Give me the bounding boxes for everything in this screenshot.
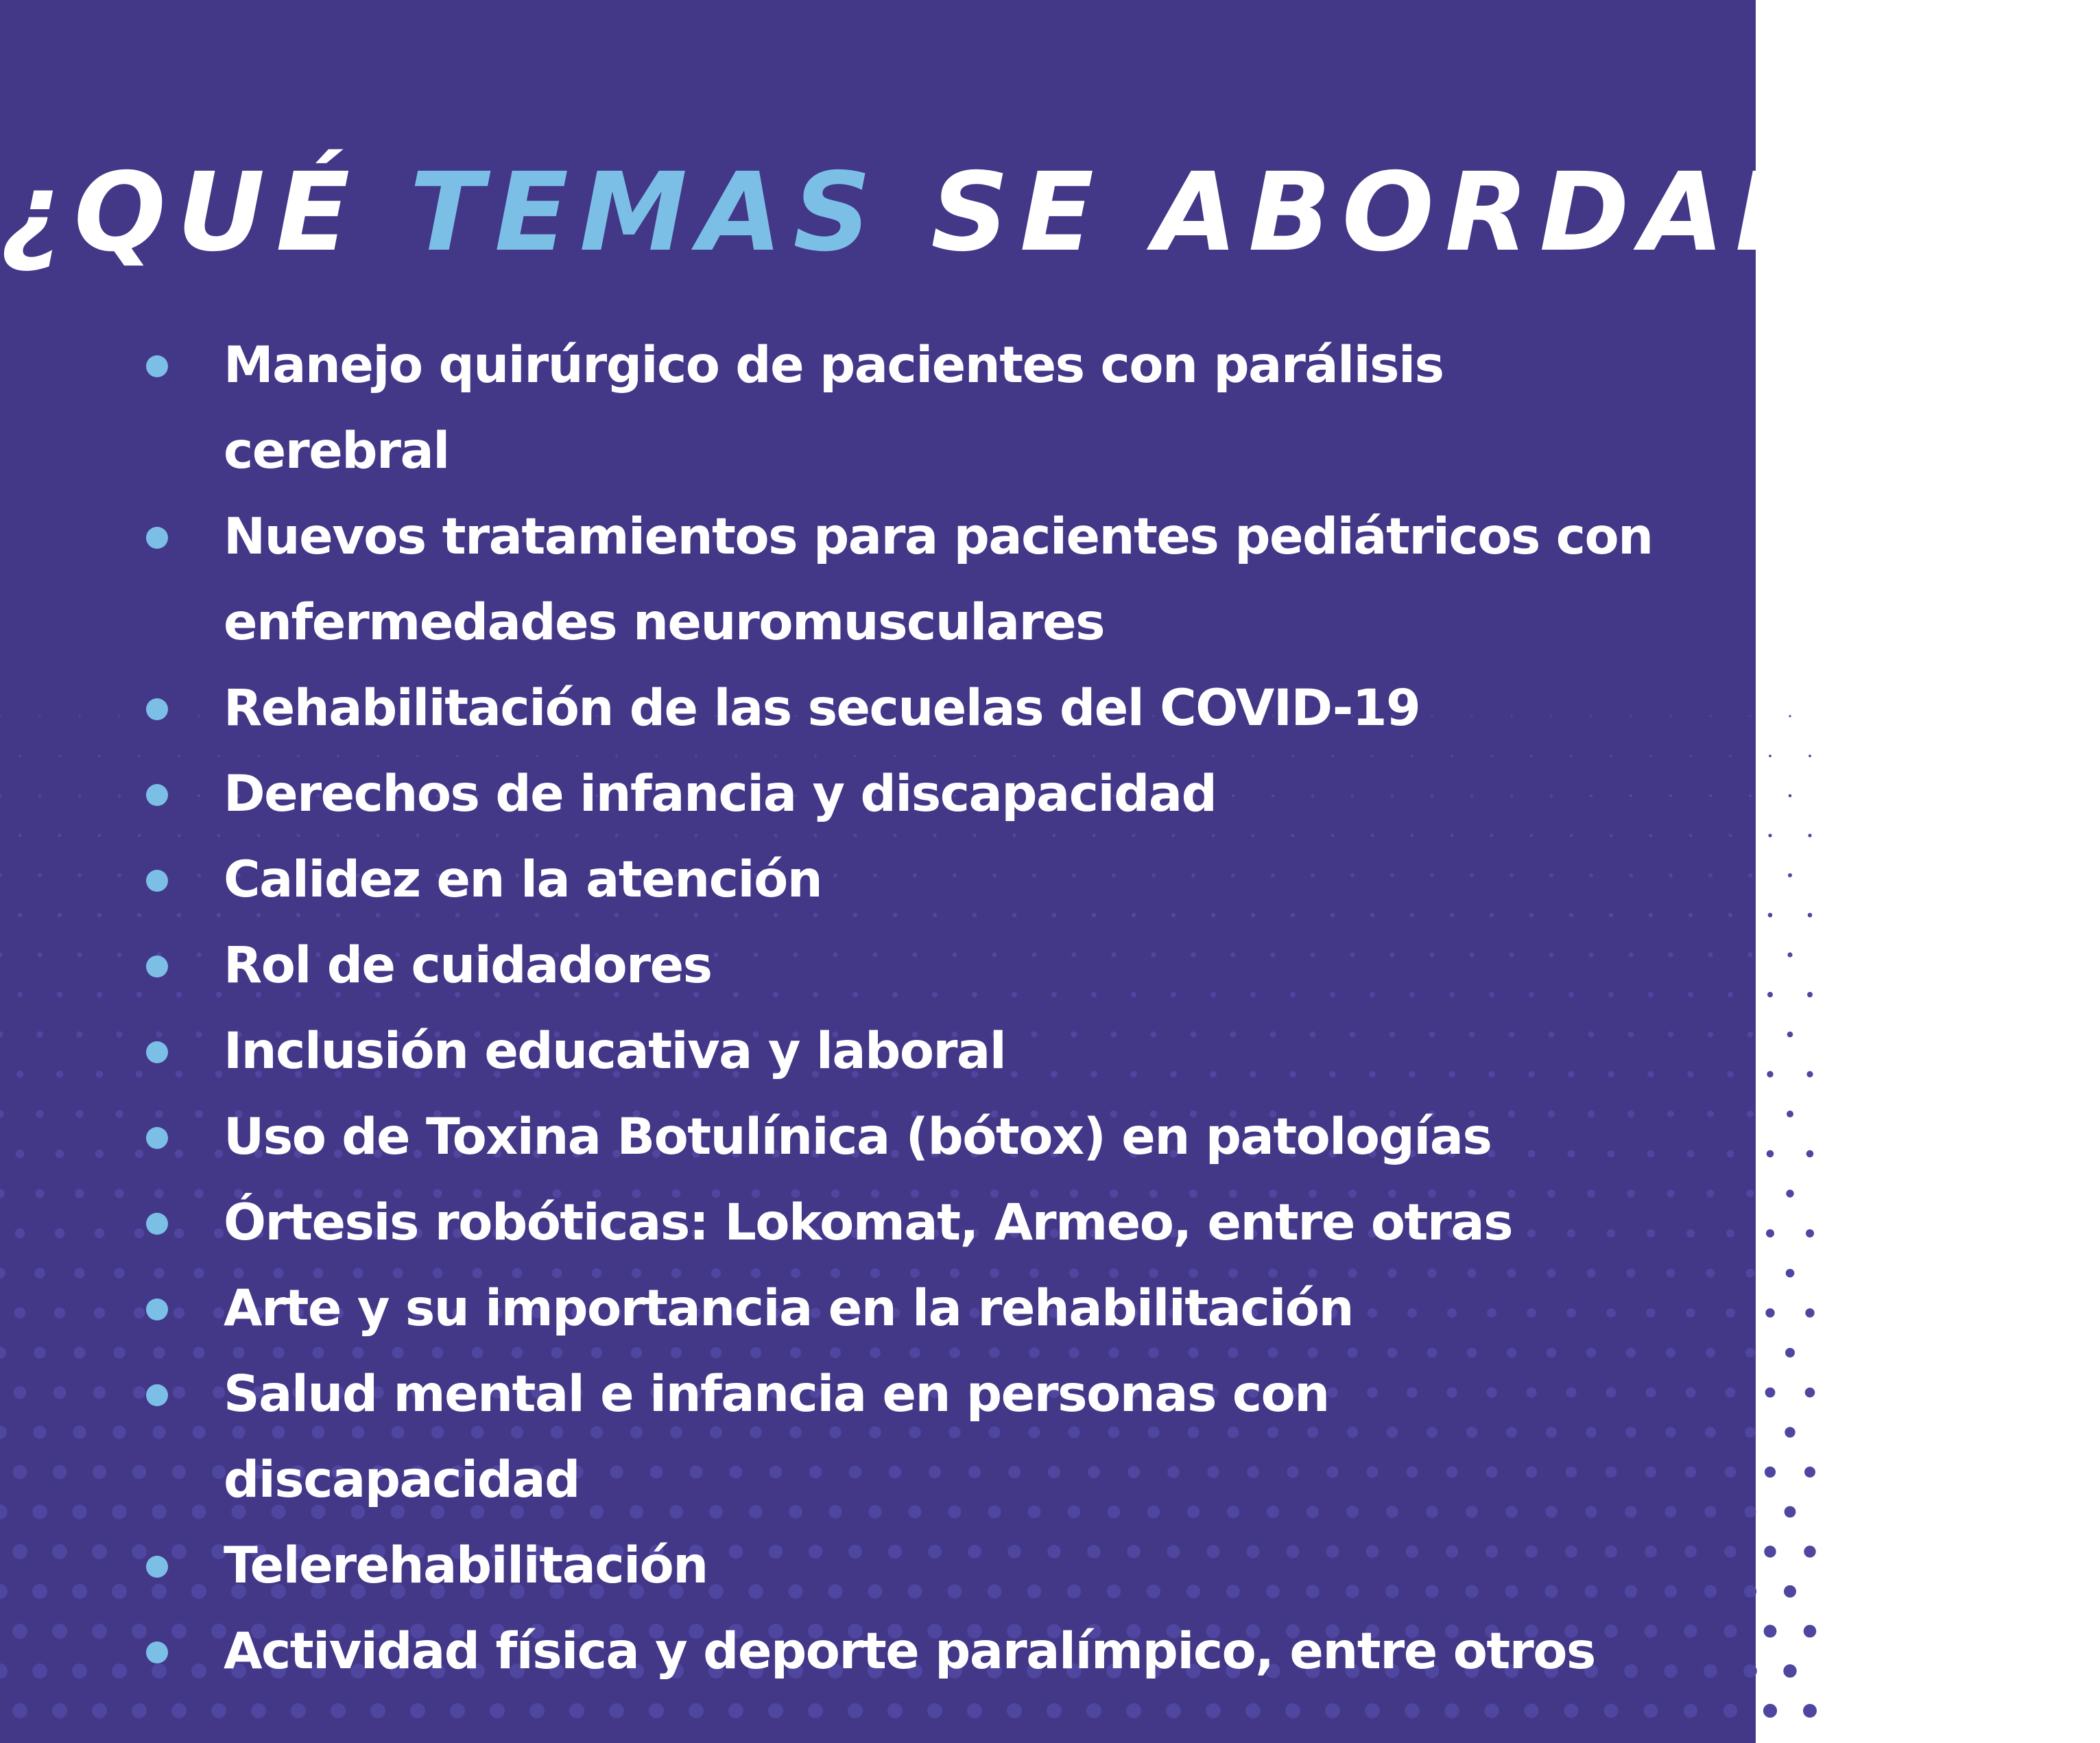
list-item-text: Nuevos tratamientos para pacientes pediátricos con enfermedades neuromusculares [224, 508, 1653, 652]
headline-tail: SE ABORDARÁN? [882, 150, 2100, 276]
pattern-dot [1805, 1388, 1815, 1398]
pattern-dot [1766, 1229, 1774, 1237]
bullet-icon [146, 1041, 168, 1063]
pattern-dot [1405, 1703, 1420, 1718]
bullet-icon [146, 1641, 168, 1663]
headline-accent: TEMAS [409, 150, 883, 276]
list-item-text: Calidez en la atención [224, 851, 822, 909]
pattern-dot [609, 1703, 624, 1718]
pattern-dot [1126, 1703, 1141, 1718]
bullet-icon [146, 870, 168, 892]
list-item [0, 1523, 1756, 1609]
list-item [0, 837, 1756, 923]
pattern-dot [1206, 1703, 1221, 1718]
pattern-dot [1764, 1545, 1776, 1557]
pattern-dot [1785, 1348, 1795, 1357]
pattern-dot [450, 1703, 465, 1718]
pattern-dot [1604, 1704, 1619, 1718]
pattern-dot [1763, 1704, 1777, 1718]
pattern-dot [1166, 1703, 1181, 1718]
bullet-icon [146, 1299, 168, 1320]
pattern-dot [808, 1703, 823, 1718]
pattern-dot [410, 1703, 425, 1718]
pattern-dot [1806, 1150, 1814, 1158]
pattern-dot [1786, 1189, 1793, 1197]
pattern-dot [1245, 1703, 1261, 1718]
pattern-dot [211, 1703, 226, 1718]
pattern-dot [1788, 873, 1792, 877]
list-item [0, 751, 1756, 837]
pattern-dot [1803, 1704, 1817, 1718]
pattern-dot [1783, 1664, 1796, 1677]
pattern-dot [12, 1703, 27, 1718]
pattern-dot [1765, 1308, 1774, 1317]
pattern-dot [1484, 1703, 1499, 1718]
headline-lead: ¿QUÉ [0, 150, 410, 276]
bullet-icon [146, 527, 168, 549]
pattern-dot [1769, 755, 1771, 757]
pattern-dot [1767, 1150, 1774, 1158]
pattern-dot [1007, 1703, 1022, 1718]
pattern-dot [927, 1703, 942, 1718]
pattern-dot [1047, 1703, 1062, 1718]
pattern-dot [1785, 1427, 1795, 1437]
list-item [0, 494, 1756, 665]
pattern-dot [1808, 913, 1813, 918]
pattern-dot [1804, 1545, 1815, 1557]
pattern-dot [1787, 952, 1792, 957]
pattern-dot [1086, 1703, 1101, 1718]
list-item [0, 923, 1756, 1008]
pattern-dot [728, 1703, 743, 1718]
pattern-dot [1809, 755, 1811, 757]
list-item-text: Manejo quirúrgico de pacientes con parálisis cerebral [224, 336, 1444, 480]
pattern-dot [1365, 1703, 1380, 1718]
pattern-dot [171, 1703, 187, 1718]
pattern-dot [1684, 1704, 1697, 1718]
pattern-dot [1787, 1032, 1793, 1038]
list-item-text: Uso de Toxina Botulínica (bótox) en patologías [224, 1108, 1492, 1166]
pattern-dot [1524, 1703, 1538, 1718]
list-item [0, 665, 1756, 751]
pattern-dot [1564, 1704, 1579, 1718]
pattern-dot [1808, 833, 1811, 837]
bullet-icon [146, 355, 168, 377]
list-item [0, 1609, 1756, 1694]
pattern-dot [768, 1703, 783, 1718]
pattern-dot [569, 1703, 584, 1718]
pattern-dot [1768, 913, 1773, 918]
pattern-dot [1807, 992, 1813, 997]
topics-list [0, 322, 1756, 1694]
pattern-dot [1806, 1071, 1813, 1077]
list-item-text: Rol de cuidadores [224, 936, 712, 995]
pattern-dot [1723, 1704, 1737, 1718]
pattern-dot [1784, 1585, 1796, 1598]
list-item [0, 1266, 1756, 1351]
list-item [0, 1180, 1756, 1266]
pattern-dot [132, 1703, 147, 1718]
pattern-dot [52, 1703, 67, 1718]
pattern-dot [1786, 1269, 1795, 1278]
pattern-dot [1765, 1388, 1776, 1398]
pattern-dot [1789, 715, 1791, 717]
pattern-dot [490, 1703, 505, 1718]
list-item-text: Arte y su importancia en la rehabilitación [224, 1279, 1353, 1338]
list-item-text: Derechos de infancia y discapacidad [224, 765, 1217, 823]
bullet-icon [146, 1556, 168, 1578]
pattern-dot [1285, 1703, 1300, 1718]
pattern-dot [92, 1703, 107, 1718]
list-item-text: Telerehabilitación [224, 1537, 708, 1595]
pattern-dot [1325, 1703, 1340, 1718]
list-item [0, 322, 1756, 494]
pattern-dot [1444, 1703, 1459, 1718]
pattern-dot [1765, 1467, 1776, 1478]
bullet-icon [146, 956, 168, 977]
list-item-text: Rehabilitación de las secuelas del COVID-19 [224, 679, 1420, 737]
pattern-dot [1644, 1704, 1658, 1718]
pattern-dot [887, 1703, 903, 1718]
pattern-dot [1785, 1506, 1796, 1518]
pattern-dot [848, 1703, 863, 1718]
list-item-text: Actividad física y deporte paralímpico, entre otros [224, 1622, 1595, 1681]
bullet-icon [146, 1127, 168, 1149]
pattern-dot [251, 1703, 266, 1718]
pattern-dot [1804, 1625, 1817, 1638]
bullet-icon [146, 698, 168, 720]
pattern-dot [1805, 1308, 1814, 1317]
bullet-icon [146, 1384, 168, 1406]
pattern-dot [291, 1703, 306, 1718]
pattern-dot [1804, 1467, 1815, 1478]
pattern-dot [331, 1703, 346, 1718]
pattern-dot [967, 1703, 982, 1718]
list-item [0, 1094, 1756, 1180]
pattern-dot [1767, 1071, 1773, 1077]
bullet-icon [146, 784, 168, 806]
bullet-icon [146, 1213, 168, 1235]
pattern-dot [1789, 794, 1792, 798]
list-item-text: Salud mental e infancia en personas con discapacidad [224, 1365, 1329, 1509]
pattern-dot [1767, 992, 1773, 997]
pattern-dot [529, 1703, 545, 1718]
pattern-dot [649, 1703, 664, 1718]
headline [0, 144, 2100, 281]
pattern-dot [1806, 1229, 1814, 1237]
pattern-dot [1764, 1625, 1777, 1638]
list-item [0, 1008, 1756, 1094]
list-item-text: Órtesis robóticas: Lokomat, Armeo, entre otras [224, 1194, 1513, 1252]
pattern-dot [689, 1703, 704, 1718]
pattern-dot [370, 1703, 385, 1718]
pattern-dot [1768, 833, 1771, 837]
list-item-text: Inclusión educativa y laboral [224, 1022, 1006, 1080]
pattern-dot [1787, 1111, 1793, 1117]
list-item [0, 1351, 1756, 1523]
